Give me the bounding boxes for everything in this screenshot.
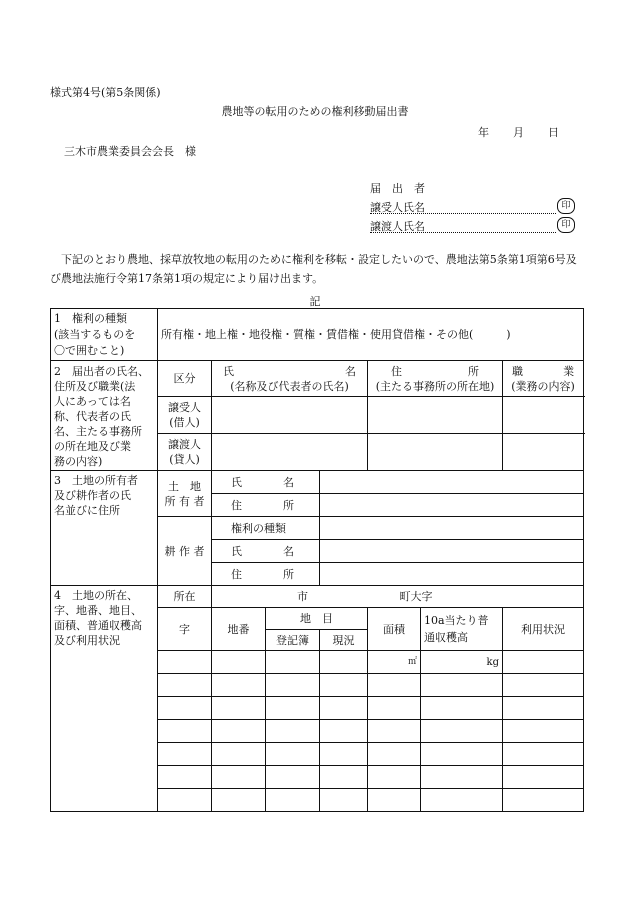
section1-note2: 〇で囲むこと) — [54, 343, 125, 357]
chiban-cell[interactable] — [212, 651, 266, 674]
yield-cell[interactable] — [421, 789, 503, 812]
right-type-options[interactable]: 所有権・地上権・地役権・質権・賃借権・使用貸借権・その他( ) — [158, 309, 584, 361]
section4-line-1: 4 土地の所在、 — [54, 589, 138, 602]
section1-label — [51, 309, 158, 361]
row-transferor-a: 譲渡人 — [168, 438, 201, 451]
section2-line-3: 人にあっては名 — [54, 395, 131, 408]
touki-header: 登記簿 — [266, 630, 320, 651]
owner-addr-b: 所 — [283, 498, 294, 512]
menseki-cell[interactable] — [368, 766, 421, 789]
genkyo-cell[interactable] — [320, 697, 368, 720]
owner-name-b: 名 — [283, 475, 294, 489]
chiban-cell[interactable] — [212, 674, 266, 697]
col-name-b: 名 — [345, 364, 356, 378]
transferee-name-line[interactable] — [370, 213, 556, 214]
section2-line-7: 務の内容) — [54, 455, 103, 468]
owner-label-a: 土 地 — [168, 479, 201, 493]
transferee-job-cell[interactable] — [503, 397, 584, 434]
section2-line-4: 称、代表者の氏 — [54, 410, 131, 423]
usage-cell[interactable] — [503, 789, 584, 812]
col-job-header — [503, 361, 584, 397]
col-job-b: 業 — [563, 364, 575, 378]
section2-line-1: 2 届出者の氏名、 — [54, 365, 149, 378]
usage-cell[interactable] — [503, 743, 584, 766]
yield-cell[interactable] — [421, 743, 503, 766]
cultivator-address-label — [212, 563, 320, 586]
cultivator-name-label — [212, 540, 320, 563]
usage-cell[interactable] — [503, 766, 584, 789]
col-job-sub: (業務の内容) — [511, 379, 575, 393]
usage-header: 利用状況 — [503, 608, 584, 651]
section3-line-1: 3 土地の所有者 — [54, 474, 138, 487]
section3-line-3: 名並びに住所 — [54, 504, 120, 517]
location-cell[interactable] — [212, 586, 584, 608]
touki-cell[interactable] — [266, 674, 320, 697]
yield-cell[interactable] — [421, 766, 503, 789]
menseki-header: 面積 — [368, 608, 421, 651]
owner-address-label — [212, 494, 320, 517]
col-name-header — [212, 361, 368, 397]
transferee-name-cell[interactable] — [212, 397, 368, 434]
section2-line-6: の所在地及び業 — [54, 440, 131, 453]
chiban-cell[interactable] — [212, 766, 266, 789]
genkyo-cell[interactable] — [320, 674, 368, 697]
chimoku-header: 地 目 — [266, 608, 368, 630]
genkyo-cell[interactable] — [320, 743, 368, 766]
chiban-cell[interactable] — [212, 697, 266, 720]
owner-label-b: 所 有 者 — [164, 494, 205, 508]
unit-area: ㎡ — [407, 656, 417, 667]
section2-line-2: 住所及び職業(法 — [54, 380, 136, 393]
row-transferor-b: (貸人) — [169, 453, 200, 466]
chiban-cell[interactable] — [212, 720, 266, 743]
transferor-job-cell[interactable] — [503, 434, 584, 471]
cultivator-address-cell[interactable] — [320, 563, 584, 586]
row-transferee-label — [158, 397, 212, 434]
owner-label — [158, 471, 212, 517]
owner-address-cell[interactable] — [320, 494, 584, 517]
menseki-cell[interactable] — [368, 697, 421, 720]
cultivator-name-b: 名 — [283, 544, 294, 558]
cultivator-right-text: 権利の種類 — [231, 521, 286, 535]
owner-addr-a: 住 — [231, 498, 242, 512]
aza-cell[interactable] — [158, 720, 212, 743]
col-addr-a: 住 — [391, 364, 402, 378]
document-title: 農地等の転用のための権利移動届出書 — [221, 105, 409, 118]
cultivator-right-label — [212, 517, 320, 540]
yield-cell[interactable] — [421, 651, 503, 674]
section3-label — [51, 471, 158, 586]
section4-line-2: 字、地番、地目、 — [54, 604, 142, 617]
yield-cell[interactable] — [421, 674, 503, 697]
section2-line-5: 名、主たる事務所 — [54, 425, 142, 438]
aza-cell[interactable] — [158, 651, 212, 674]
transferor-name-label: 譲渡人氏名 — [370, 220, 425, 233]
genkyo-cell[interactable] — [320, 720, 368, 743]
city-label: 市 — [297, 590, 308, 603]
owner-name-cell[interactable] — [320, 471, 584, 494]
transferor-address-cell[interactable] — [368, 434, 503, 471]
row-transferee-a: 譲受人 — [168, 401, 201, 414]
usage-cell[interactable] — [503, 697, 584, 720]
col-name-a: 氏 — [223, 364, 234, 378]
genkyo-cell[interactable] — [320, 789, 368, 812]
col-address-header — [368, 361, 503, 397]
aza-cell[interactable] — [158, 697, 212, 720]
col-addr-b: 所 — [468, 364, 479, 378]
aza-header: 字 — [158, 608, 212, 651]
seal-mark-transferor: 印 — [557, 217, 575, 233]
date-day-label: 日 — [548, 126, 559, 139]
yield-cell[interactable] — [421, 697, 503, 720]
chiban-cell[interactable] — [212, 789, 266, 812]
menseki-cell[interactable] — [368, 789, 421, 812]
cultivator-name-a: 氏 — [231, 544, 242, 558]
chiban-header: 地番 — [212, 608, 266, 651]
aza-cell[interactable] — [158, 674, 212, 697]
unit-kg: kg — [486, 656, 499, 668]
touki-cell[interactable] — [266, 789, 320, 812]
touki-cell[interactable] — [266, 651, 320, 674]
usage-cell[interactable] — [503, 674, 584, 697]
seal-mark-transferee: 印 — [557, 198, 575, 214]
transferor-name-cell[interactable] — [212, 434, 368, 471]
chiban-cell[interactable] — [212, 743, 266, 766]
usage-cell[interactable] — [503, 720, 584, 743]
yield-header-b: 通収穫高 — [424, 631, 468, 644]
cultivator-addr-b: 所 — [283, 567, 294, 581]
yield-header — [421, 608, 503, 651]
date-year-label: 年 — [478, 126, 489, 139]
row-transferor-label — [158, 434, 212, 471]
col-kubun-header: 区分 — [158, 361, 212, 397]
genkyo-header: 現況 — [320, 630, 368, 651]
section3-line-2: 及び耕作者の氏 — [54, 489, 131, 502]
col-name-sub: (名称及び代表者の氏名) — [230, 379, 349, 393]
cultivator-label: 耕 作 者 — [158, 517, 212, 586]
town-label: 町大字 — [399, 590, 433, 603]
section4-line-3: 面積、普通収穫高 — [54, 619, 142, 632]
yield-header-a: 10a当たり普 — [424, 614, 489, 627]
aza-cell[interactable] — [158, 766, 212, 789]
owner-name-a: 氏 — [231, 475, 242, 489]
aza-cell[interactable] — [158, 743, 212, 766]
aza-cell[interactable] — [158, 789, 212, 812]
location-label: 所在 — [158, 586, 212, 608]
section1-note1: (該当するものを — [54, 327, 136, 341]
section2-label — [51, 361, 158, 471]
touki-cell[interactable] — [266, 720, 320, 743]
transferee-name-label: 譲受人氏名 — [370, 201, 425, 214]
cultivator-addr-a: 住 — [231, 567, 242, 581]
transferee-address-cell[interactable] — [368, 397, 503, 434]
row-transferee-b: (借人) — [169, 416, 200, 429]
menseki-cell[interactable] — [368, 743, 421, 766]
applicant-label: 届 出 者 — [370, 182, 425, 195]
usage-cell[interactable] — [503, 651, 584, 674]
cultivator-right-cell[interactable] — [320, 517, 584, 540]
body-paragraph: 下記のとおり農地、採草放牧地の転用のために権利を移転・設定したいので、農地法第5条第1項第6号及び農地法施行令第17条第1項の規定により届け出ます。 — [50, 253, 577, 285]
touki-cell[interactable] — [266, 743, 320, 766]
ki-heading: 記 — [309, 295, 321, 308]
genkyo-cell[interactable] — [320, 651, 368, 674]
menseki-cell[interactable] — [368, 720, 421, 743]
section1-title: 1 権利の種類 — [54, 311, 127, 325]
menseki-cell[interactable] — [368, 651, 421, 674]
owner-name-label — [212, 471, 320, 494]
genkyo-cell[interactable] — [320, 766, 368, 789]
addressee: 三木市農業委員会会長 様 — [64, 145, 196, 158]
form-number: 様式第4号(第5条関係) — [50, 86, 161, 99]
menseki-cell[interactable] — [368, 674, 421, 697]
col-job-a: 職 — [512, 364, 523, 378]
transferor-name-line[interactable] — [370, 232, 556, 233]
notification-table — [50, 308, 584, 812]
date-month-label: 月 — [513, 126, 524, 139]
yield-cell[interactable] — [421, 720, 503, 743]
section4-label — [51, 586, 158, 812]
col-addr-sub: (主たる事務所の所在地) — [375, 379, 495, 393]
touki-cell[interactable] — [266, 766, 320, 789]
touki-cell[interactable] — [266, 697, 320, 720]
cultivator-name-cell[interactable] — [320, 540, 584, 563]
section4-line-4: 及び利用状況 — [54, 634, 120, 647]
